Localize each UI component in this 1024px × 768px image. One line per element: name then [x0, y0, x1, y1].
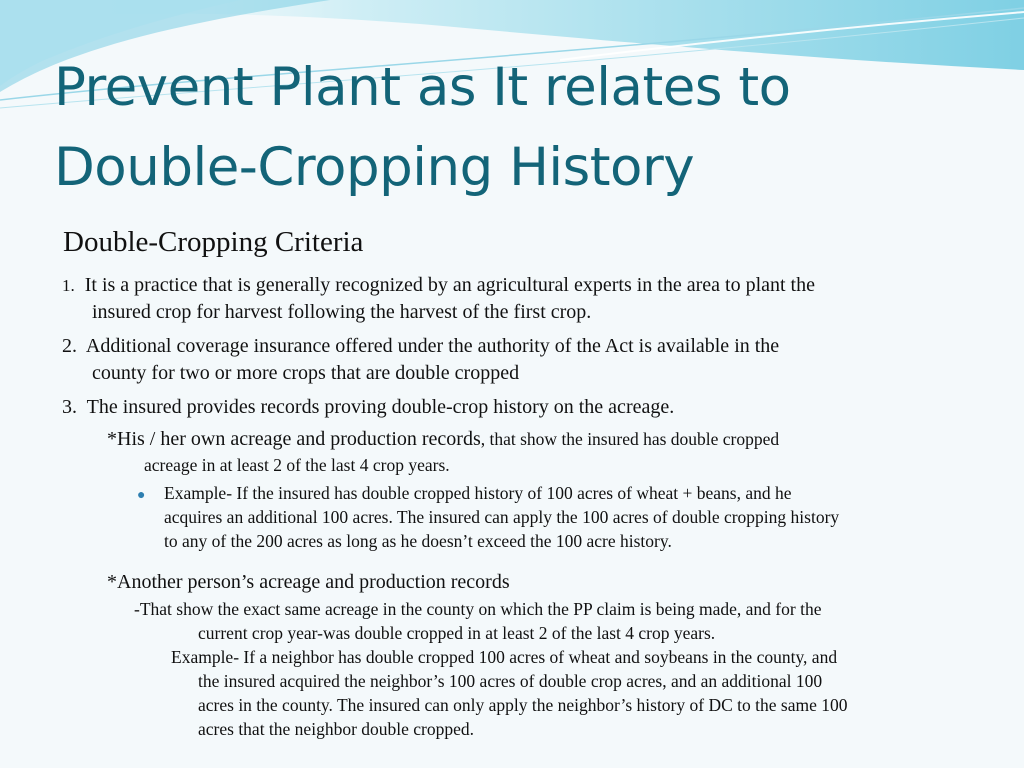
criteria-item-1-line-1: It is a practice that is generally recognized by an agricultural experts in the area to plant the [84, 274, 815, 296]
criteria-item-3 [62, 394, 674, 421]
criteria-item-1 [62, 272, 815, 299]
own-records-rest: , that show the insured has double cropped [480, 429, 780, 449]
criteria-item-3-line-1: The insured provides records proving double-crop history on the acreage. [86, 396, 675, 418]
bullet-icon: ● [137, 488, 146, 503]
other-records-lead: *Another person’s acreage and production records [107, 571, 510, 593]
criteria-item-1-cont: insured crop for harvest following the harvest of the first crop. [92, 301, 592, 323]
own-records-cont: acreage in at least 2 of the last 4 crop years. [144, 455, 450, 475]
other-example-line-2: the insured acquired the neighbor’s 100 acres of double crop acres, and an additional 100 [198, 671, 823, 691]
criteria-item-2-line-1: Additional coverage insurance offered under the authority of the Act is available in the [85, 335, 780, 357]
example-bullet-line-3: to any of the 200 acres as long as he doesn’t exceed the 100 acre history. [164, 531, 672, 551]
own-records-lead: *His / her own acreage and production records [107, 428, 481, 450]
criteria-item-1-number: 1. [62, 276, 75, 295]
criteria-item-2-number: 2. [62, 335, 77, 357]
slide-title-line-2: Double-Cropping History [54, 137, 695, 198]
section-heading: Double-Cropping Criteria [63, 226, 364, 258]
other-example-line-1: Example- If a neighbor has double cropped 100 acres of wheat and soybeans in the county, and [171, 647, 838, 667]
criteria-item-2 [62, 333, 779, 360]
example-bullet-line-2: acquires an additional 100 acres. The insured can apply the 100 acres of double cropping history [164, 507, 840, 527]
criteria-item-3-number: 3. [62, 396, 77, 418]
example-bullet-line-1: Example- If the insured has double cropped history of 100 acres of wheat + beans, and he [164, 483, 792, 503]
slide-title-line-1: Prevent Plant as It relates to [54, 57, 791, 118]
other-example-line-4: acres that the neighbor double cropped. [198, 719, 475, 739]
other-example-line-3: acres in the county. The insured can only apply the neighbor’s history of DC to the same 100 [198, 695, 848, 715]
other-records-line-1: -That show the exact same acreage in the county on which the PP claim is being made, and for the [134, 599, 822, 619]
other-records-line-2: current crop year-was double cropped in at least 2 of the last 4 crop years. [198, 623, 716, 643]
criteria-item-2-cont: county for two or more crops that are double cropped [92, 362, 520, 384]
own-records-note [107, 426, 779, 453]
